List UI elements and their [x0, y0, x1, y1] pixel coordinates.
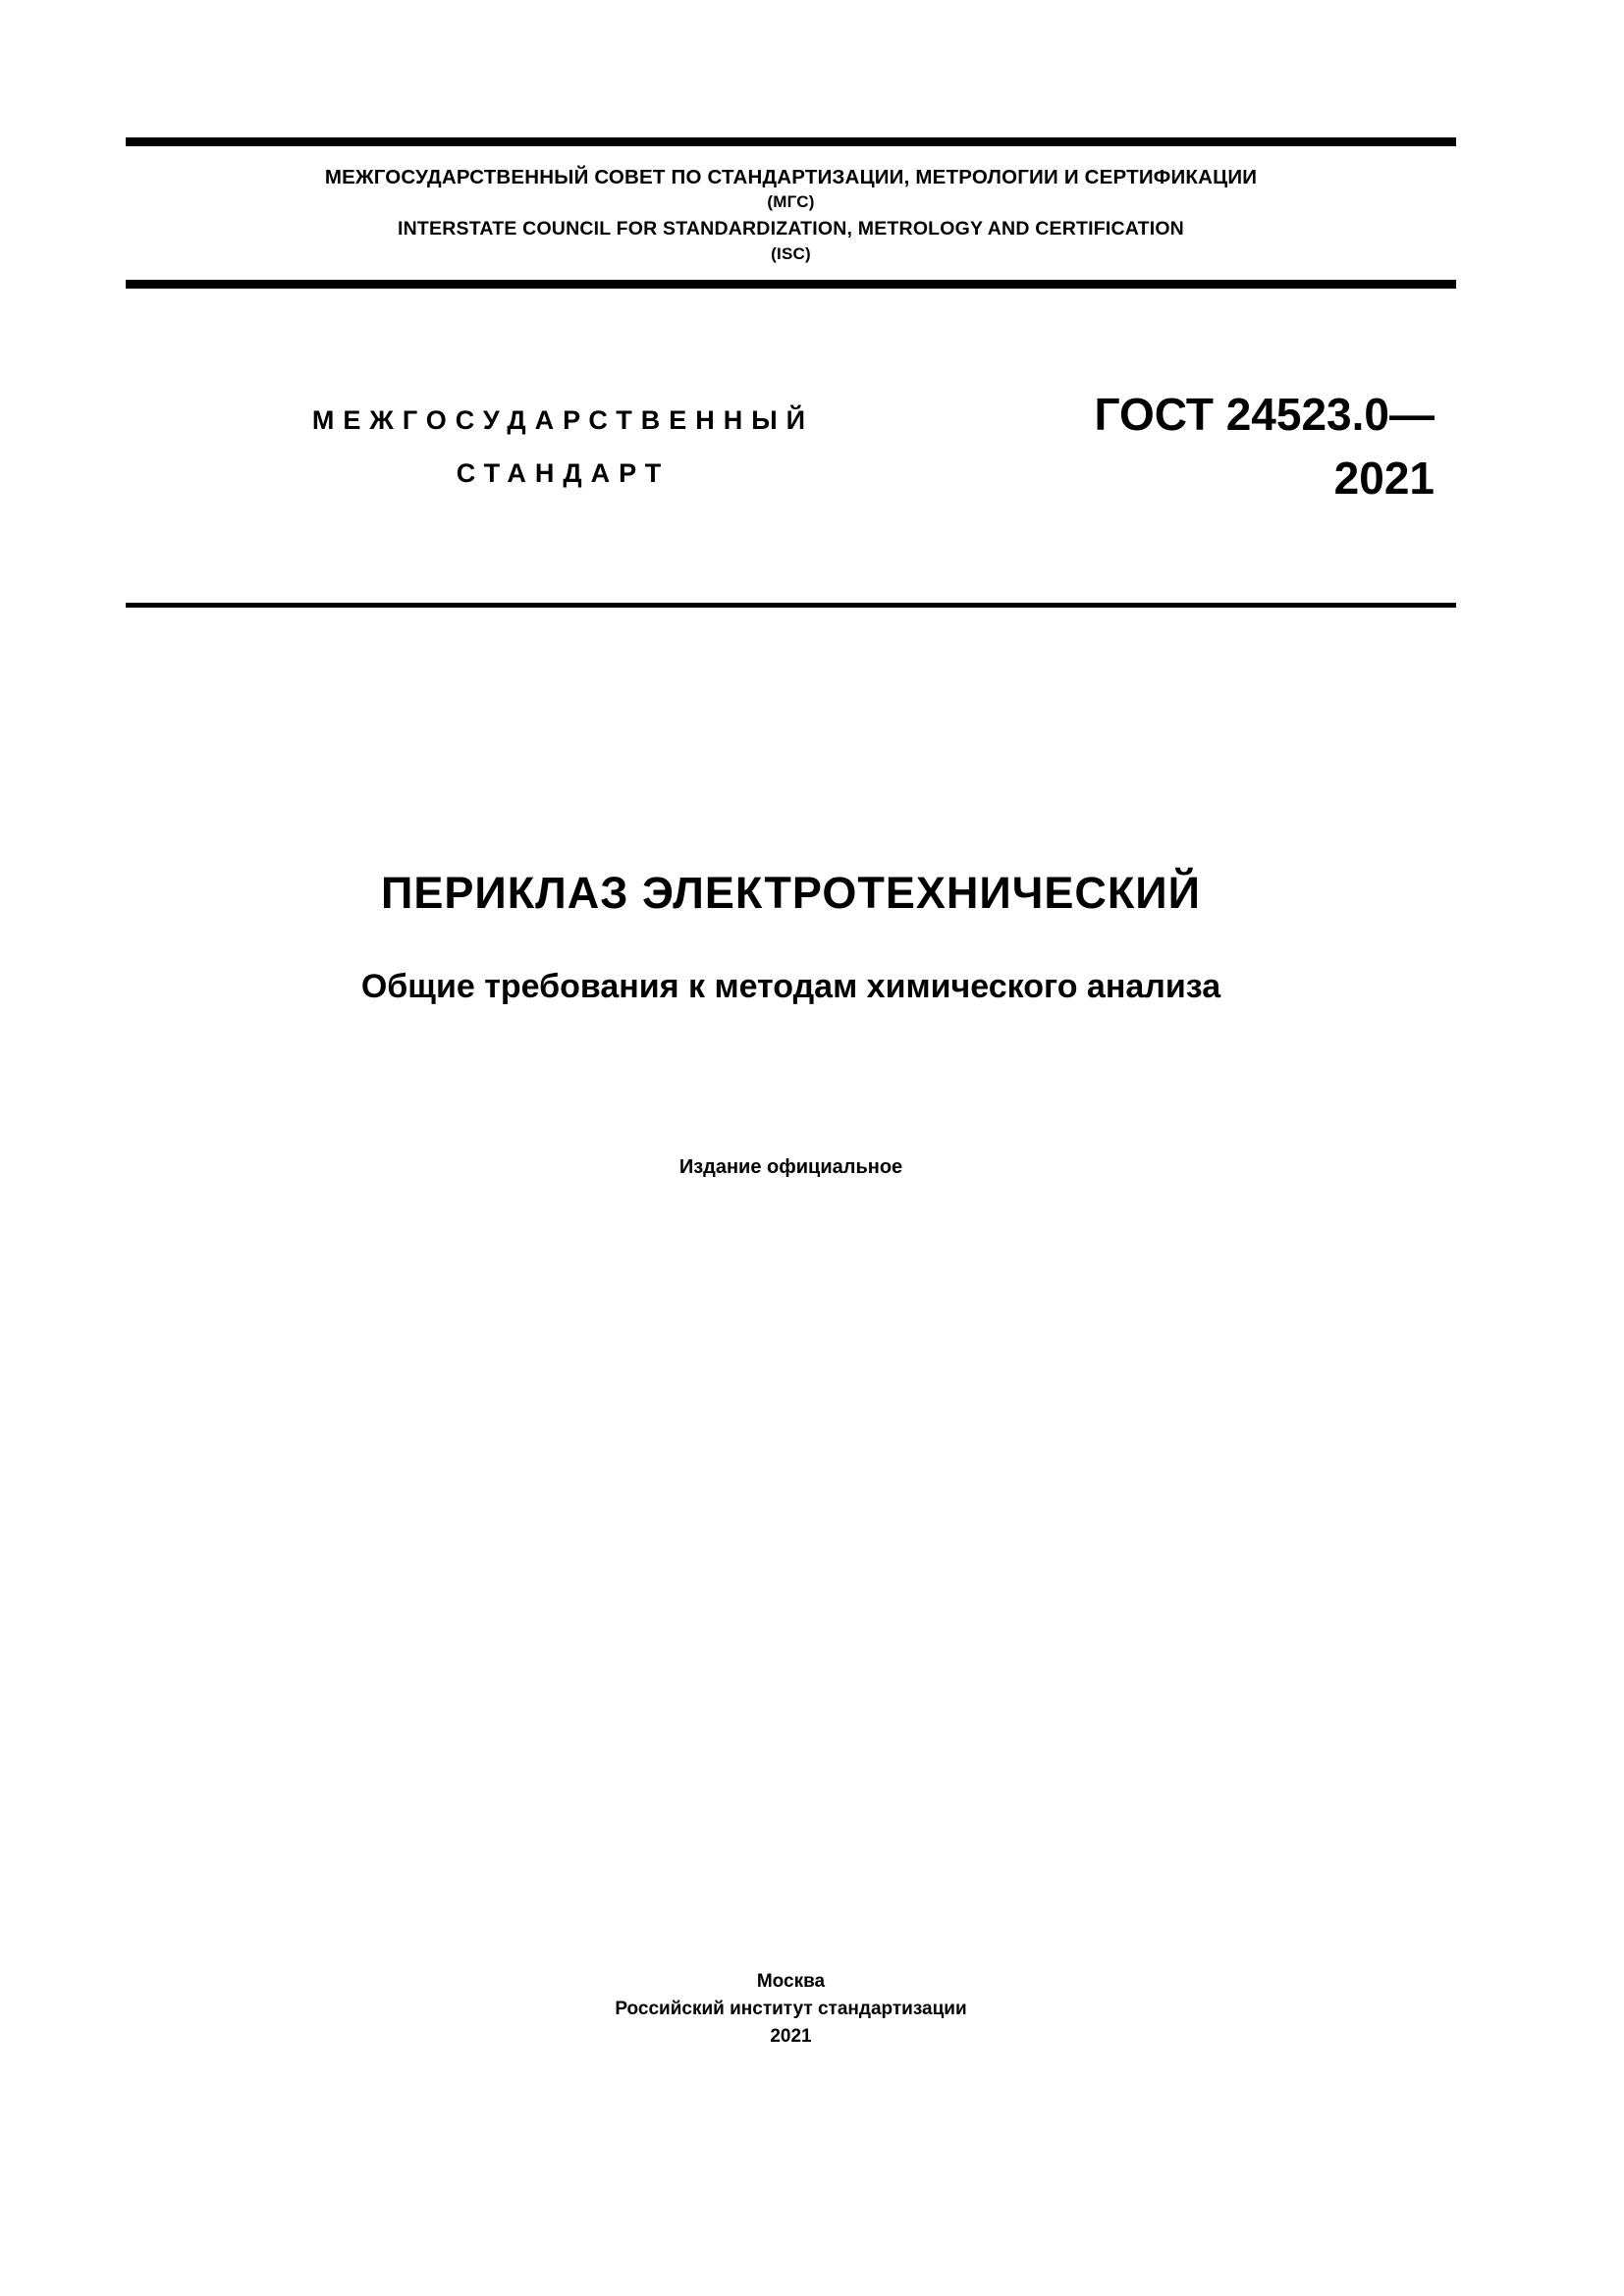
title-block: [126, 864, 1456, 1179]
imprint-publisher: Российский институт стандартизации: [615, 1999, 967, 2019]
imprint-year: 2021: [770, 2026, 812, 2047]
bottom-rule: [126, 603, 1456, 608]
top-rule: [126, 137, 1456, 146]
page-title: ПЕРИКЛАЗ ЭЛЕКТРОТЕХНИЧЕСКИЙ: [381, 868, 1201, 918]
header-block: [126, 137, 1456, 608]
council-name-ru: МЕЖГОСУДАРСТВЕННЫЙ СОВЕТ ПО СТАНДАРТИЗАЦИИ, МЕТРОЛОГИИ И СЕРТИФИКАЦИИ: [324, 166, 1258, 188]
standard-code: ГОСТ 24523.0— 2021: [1094, 389, 1435, 504]
imprint-block: [126, 1968, 1456, 2051]
council-abbr-en: (ISC): [771, 244, 811, 263]
standard-type: [134, 394, 1022, 500]
imprint-city: Москва: [756, 1971, 826, 1992]
standard-code-band: [126, 289, 1456, 603]
council-names: [126, 146, 1456, 280]
council-abbr-ru: (МГС): [767, 192, 815, 211]
edition-note: Издание официальное: [678, 1156, 903, 1178]
page-subtitle: Общие требования к методам химического анализа: [360, 968, 1221, 1005]
mid-rule-thick: [126, 280, 1456, 289]
standard-type-line2: СТАНДАРТ: [456, 458, 671, 488]
council-name-en: INTERSTATE COUNCIL FOR STANDARDIZATION, METROLOGY AND CERTIFICATION: [398, 218, 1184, 240]
standard-type-line1: МЕЖГОСУДАРСТВЕННЫЙ: [311, 405, 815, 435]
